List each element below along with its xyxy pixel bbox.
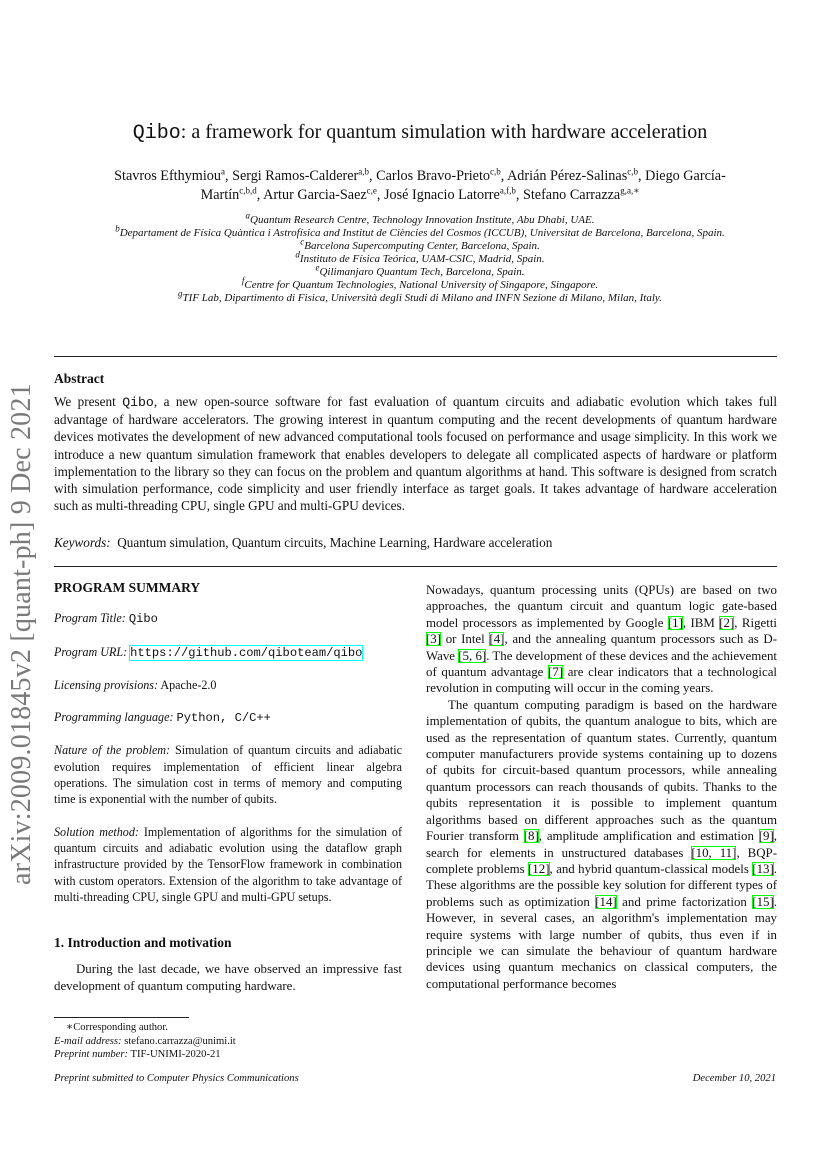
citation-link[interactable]: [5, 6] xyxy=(458,648,487,663)
solution-value: Implementation of algorithms for the simulation of quantum circuits and adiabatic evolution using the dataflow graph infrastructure provided by the TensorFlow framework in combination with custom operators. Extension of the algorithm to take advantage of multi-threading CPU, single GPU and multi-GPU setups. xyxy=(54,824,403,904)
paragraph-text: The quantum computing paradigm is based on the hardware implementation of qubits, the quantum analogue to bits, which are used as the representation of quantum states. Currently, quantum computer manufacturers provide systems containing up to dozens of qubits for circuit-based quantum processors, while annealing quantum processors can reach thousands of qubits. Thanks to the qubits representation it is possible to implement quantum algorithms based on different approaches such as the quantum Fourier transform xyxy=(426,697,777,844)
intro-heading: 1. Introduction and motivation xyxy=(54,935,232,951)
paragraph-text: , BQP-complete problems xyxy=(426,845,777,876)
program-url-link[interactable]: https://github.com/qiboteam/qibo xyxy=(130,645,363,660)
citation-link[interactable]: [15] xyxy=(752,894,774,909)
abstract-text-rest: , a new open-source software for fast evaluation of quantum circuits and adiabatic evolution which takes full advantage of hardware accelerators. The growing interest in quantum computing and the recent developments of quantum hardware devices motivates the development of new advanced computational tools focused on performance and usage simplicity. In this work we introduce a new quantum simulation framework that enables developers to delegate all complicated aspects of hardware or platform implementation to the library so they can focus on the problem and quantum algorithms at hand. This software is designed from scratch with simulation performance, code simplicity and user friendly interface as target goals. It takes advantage of hardware acceleration such as multi-threading CPU, single GPU and multi-GPU devices. xyxy=(54,394,777,514)
affiliation-item xyxy=(30,262,810,279)
citation-link[interactable]: [7] xyxy=(548,665,564,680)
affiliation-item xyxy=(30,236,810,253)
keywords-label: Keywords: xyxy=(54,535,111,550)
paragraph-text: Nowadays, quantum processing units (QPUs) are based on two approaches, the quantum circuit and quantum logic gate-based model processors as implemented by Google xyxy=(426,583,777,630)
citation-link[interactable]: [10, 11] xyxy=(691,845,737,860)
author-list: Stavros Efthymiou$^a$, Sergi Ramos-Calderer$^{a,b}$, Carlos Bravo-Prieto$^{c,b}$, Adrián Pérez-Salinas$^{c,b}$, Diego García-Martín$^{c,b,d}$, Artur Garcia-Saez$^{c,e}$, José Ignacio Latorre$^{a,f,b}$, Stefano Carrazza$^{g,a,∗}$ xyxy=(114,166,726,203)
licensing-value: Apache-2.0 xyxy=(160,677,217,692)
licensing-label: Licensing provisions: xyxy=(54,677,159,692)
keywords xyxy=(54,535,777,551)
affiliation-marker: g xyxy=(178,288,183,299)
abstract-heading: Abstract xyxy=(54,371,105,386)
author-name: Sergi Ramos-Calderer xyxy=(232,168,359,184)
affiliation-marker: c xyxy=(300,236,305,247)
keywords-text: Quantum simulation, Quantum circuits, Machine Learning, Hardware acceleration xyxy=(117,535,553,550)
paragraph-text: and prime factorization xyxy=(616,894,753,909)
email-label: E-mail address: xyxy=(54,1035,122,1047)
author-affiliation-marker: c,b,d xyxy=(239,185,257,196)
author-affiliation-marker: g,a,∗ xyxy=(620,185,640,196)
paragraph-text: , amplitude amplification and estimation xyxy=(538,829,759,844)
affiliation-marker: a xyxy=(245,210,251,221)
paragraph-text: . These algorithms are the possible key solution for different types of problems such as optimization xyxy=(426,861,777,909)
program-summary-heading: PROGRAM SUMMARY xyxy=(54,580,201,595)
solution-label: Solution method: xyxy=(54,824,139,839)
title-code-name: Qibo xyxy=(132,122,181,145)
citation-link[interactable]: [2] xyxy=(719,615,735,630)
intro-paragraph: During the last decade, we have observed an impressive fast development of quantum computing hardware. xyxy=(54,962,402,993)
affiliation-text: Centre for Quantum Technologies, National University of Singapore, Singapore. xyxy=(244,279,599,291)
program-title-label: Program Title: xyxy=(54,611,126,626)
affiliation-text: Instituto de Física Teórica, UAM-CSIC, Madrid, Spain. xyxy=(299,253,545,265)
author-affiliation-marker: c,b xyxy=(627,166,638,177)
email-value[interactable]: stefano.carrazza@unimi.it xyxy=(124,1035,236,1047)
citation-link[interactable]: [12] xyxy=(528,861,550,876)
author-name: Carlos Bravo-Prieto xyxy=(376,168,490,184)
arxiv-identifier: arXiv:2009.01845v2 [quant-ph] 9 Dec 2021 xyxy=(6,383,37,885)
abstract-code-name: Qibo xyxy=(122,395,154,410)
affiliation-text: Barcelona Supercomputing Center, Barcelona, Spain. xyxy=(304,240,540,252)
affiliation-item xyxy=(30,249,810,266)
footer-journal: Preprint submitted to Computer Physics Communications xyxy=(54,1073,299,1084)
footnote-rule xyxy=(54,1017,189,1018)
affiliation-list xyxy=(30,210,810,305)
language-value: Python, C/C++ xyxy=(176,711,271,726)
affiliation-text: Departament de Física Quàntica i Astrofísica and Institut de Ciències del Cosmos (ICCUB), Universitat de Barcelona, Barcelona, Spain. xyxy=(119,227,725,239)
right-column xyxy=(426,582,777,992)
author-affiliation-marker: a,b xyxy=(358,166,370,177)
affiliation-text: Qilimanjaro Quantum Tech, Barcelona, Spain. xyxy=(319,266,525,278)
arxiv-stamp xyxy=(6,360,40,885)
nature-label: Nature of the problem: xyxy=(54,743,171,758)
paragraph-text: , and the annealing quantum processors such as D-Wave xyxy=(426,632,777,663)
nature-value: Simulation of quantum circuits and adiabatic evolution requires implementation of efficient linear algebra operations. The simulation cost in terms of memory and computing time is exponential with the number of qubits. xyxy=(54,743,402,807)
author-affiliation-marker: c,b xyxy=(490,166,501,177)
affiliation-marker: e xyxy=(315,262,320,273)
citation-link[interactable]: [4] xyxy=(489,632,505,647)
paragraph-text: are clear indicators that a technological revolution in computing will occur in the coming years. xyxy=(426,665,778,696)
author-affiliation-marker: c,e xyxy=(366,185,377,196)
preprint-value: TIF-UNIMI-2020-21 xyxy=(130,1049,221,1060)
title-text: : a framework for quantum simulation with hardware acceleration xyxy=(180,121,708,143)
author-affiliation-marker: a,f,b xyxy=(499,185,516,196)
affiliation-text: Quantum Research Centre, Technology Innovation Institute, Abu Dhabi, UAE. xyxy=(250,214,595,226)
preprint-note xyxy=(54,1048,236,1062)
abstract-top-rule xyxy=(54,356,777,357)
paragraph-text: , and hybrid quantum-classical models xyxy=(549,861,753,876)
affiliation-item xyxy=(30,223,810,240)
author-name: Diego García-Martín xyxy=(200,168,726,203)
affiliation-marker: b xyxy=(115,223,120,234)
affiliation-marker: d xyxy=(295,249,300,260)
program-url-label: Program URL: xyxy=(54,644,128,659)
abstract-text-start: We present xyxy=(54,394,123,409)
affiliation-item xyxy=(30,288,810,305)
paper-title xyxy=(70,121,770,145)
intro-paragraph-3 xyxy=(426,697,777,992)
footnotes xyxy=(54,1021,236,1062)
affiliation-text: TIF Lab, Dipartimento di Fisica, Università degli Studi di Milano and INFN Sezione di Milano, Milan, Italy. xyxy=(182,292,662,304)
affiliation-item xyxy=(30,275,810,292)
citation-link[interactable]: [13] xyxy=(752,861,774,876)
paragraph-text: . The development of these devices and the achievement of quantum advantage xyxy=(426,648,778,680)
language-label: Programming language: xyxy=(54,710,174,725)
paragraph-text: . However, in several cases, an algorithm's implementation may require systems with large number of qubits, thus even if in principle we can simulate the behaviour of quantum hardware devices using quantum mechanics on classical computers, the computational performance becomes xyxy=(426,894,777,991)
citation-link[interactable]: [8] xyxy=(523,829,539,844)
paragraph-text: , IBM xyxy=(682,615,720,630)
abstract-bottom-rule xyxy=(54,566,777,567)
footer-date: December 10, 2021 xyxy=(692,1073,776,1084)
affiliation-marker: f xyxy=(241,275,245,286)
author-name: Stefano Carrazza xyxy=(522,187,621,203)
author-name: Adrián Pérez-Salinas xyxy=(507,168,628,184)
left-column xyxy=(54,580,402,1010)
author-name: Stavros Efthymiou xyxy=(114,168,221,184)
paragraph-text: , Rigetti xyxy=(734,615,777,630)
paragraph-text: , search for elements in unstructured databases xyxy=(426,829,777,860)
citation-link[interactable]: [9] xyxy=(758,829,774,844)
intro-paragraph-2 xyxy=(426,582,777,697)
citation-link[interactable]: [14] xyxy=(595,894,617,909)
author-name: José Ignacio Latorre xyxy=(384,187,500,203)
author-affiliation-marker: a xyxy=(220,166,225,177)
paragraph-text: or Intel xyxy=(441,632,490,647)
author-name: Artur Garcia-Saez xyxy=(263,187,367,203)
preprint-label: Preprint number: xyxy=(54,1049,129,1060)
email-note xyxy=(54,1035,236,1049)
abstract-body xyxy=(54,393,777,514)
corresponding-author-note: ∗Corresponding author. xyxy=(66,1022,168,1033)
affiliation-item xyxy=(30,210,810,227)
program-title-value: Qibo xyxy=(128,612,158,627)
citation-link[interactable]: [1] xyxy=(667,615,683,630)
citation-link[interactable]: [3] xyxy=(426,632,442,647)
